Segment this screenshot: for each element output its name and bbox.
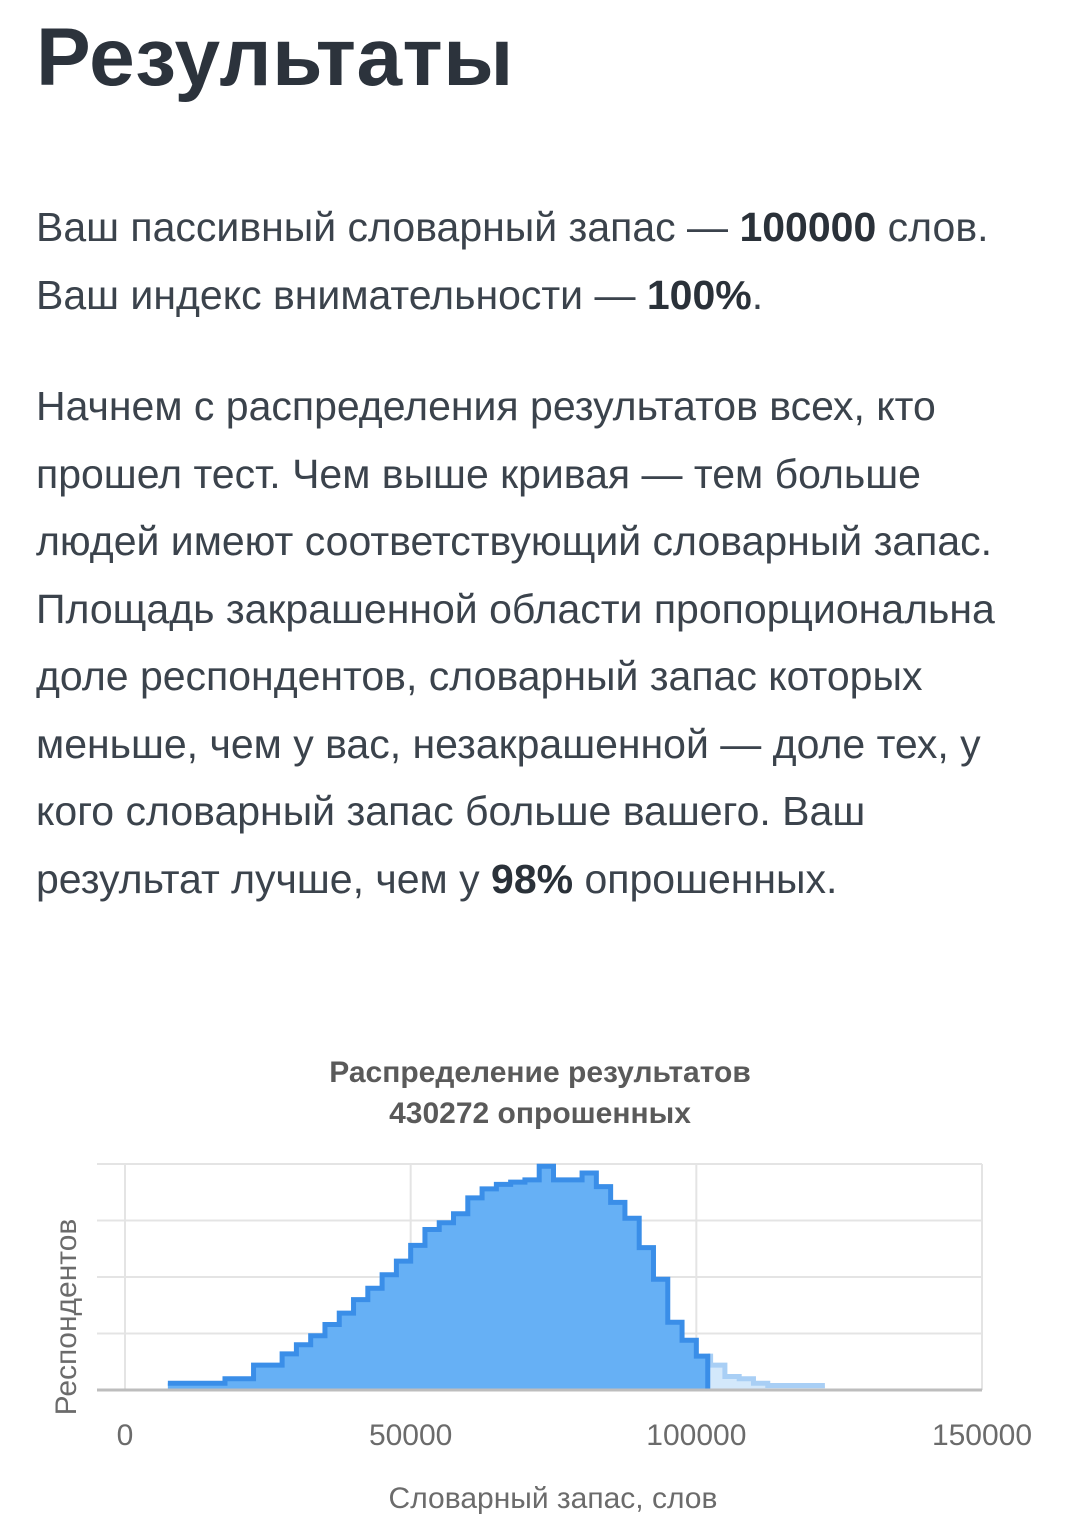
- summary-text-1: Ваш пассивный словарный запас —: [36, 204, 740, 250]
- distribution-chart: [0, 1040, 1080, 1529]
- explanation-text-2: опрошенных.: [573, 855, 838, 902]
- explanation-text-1: Начнем с распределения результатов всех, кто прошел тест. Чем выше кривая — тем больше людей имеют соответствующий словарный запас. Площадь закрашенной области пропорциональна доле респондентов, словарный запас которых меньше, чем у вас, незакрашенной — доле тех, у кого словарный запас больше вашего. Ваш результат лучше, чем у: [36, 383, 995, 902]
- page-title: Результаты: [36, 12, 514, 103]
- x-axis-label: Словарный запас, слов: [388, 1482, 718, 1515]
- attention-value: 100%: [646, 271, 752, 318]
- x-tick-label: 100000: [646, 1419, 747, 1452]
- x-tick-label: 0: [116, 1419, 134, 1452]
- x-tick-label: 50000: [368, 1419, 453, 1452]
- summary-text-3: .: [751, 271, 764, 318]
- vocab-value: 100000: [739, 204, 877, 250]
- percentile-value: 98%: [491, 855, 574, 902]
- chart-axis: [97, 1390, 1032, 1452]
- y-axis-label: Респондентов: [50, 1218, 83, 1416]
- result-summary: [36, 194, 1046, 329]
- shaded-area: [168, 1166, 708, 1390]
- chart-title: Распределение результатов: [329, 1056, 751, 1089]
- x-tick-label: 150000: [931, 1419, 1033, 1452]
- chart-svg: [0, 1040, 1080, 1529]
- chart-areas: [168, 1166, 825, 1390]
- chart-subtitle: 430272 опрошенных: [389, 1097, 691, 1130]
- summary-text-2: слов. Ваш индекс внимательности —: [36, 204, 989, 318]
- distribution-explanation: [36, 373, 1046, 913]
